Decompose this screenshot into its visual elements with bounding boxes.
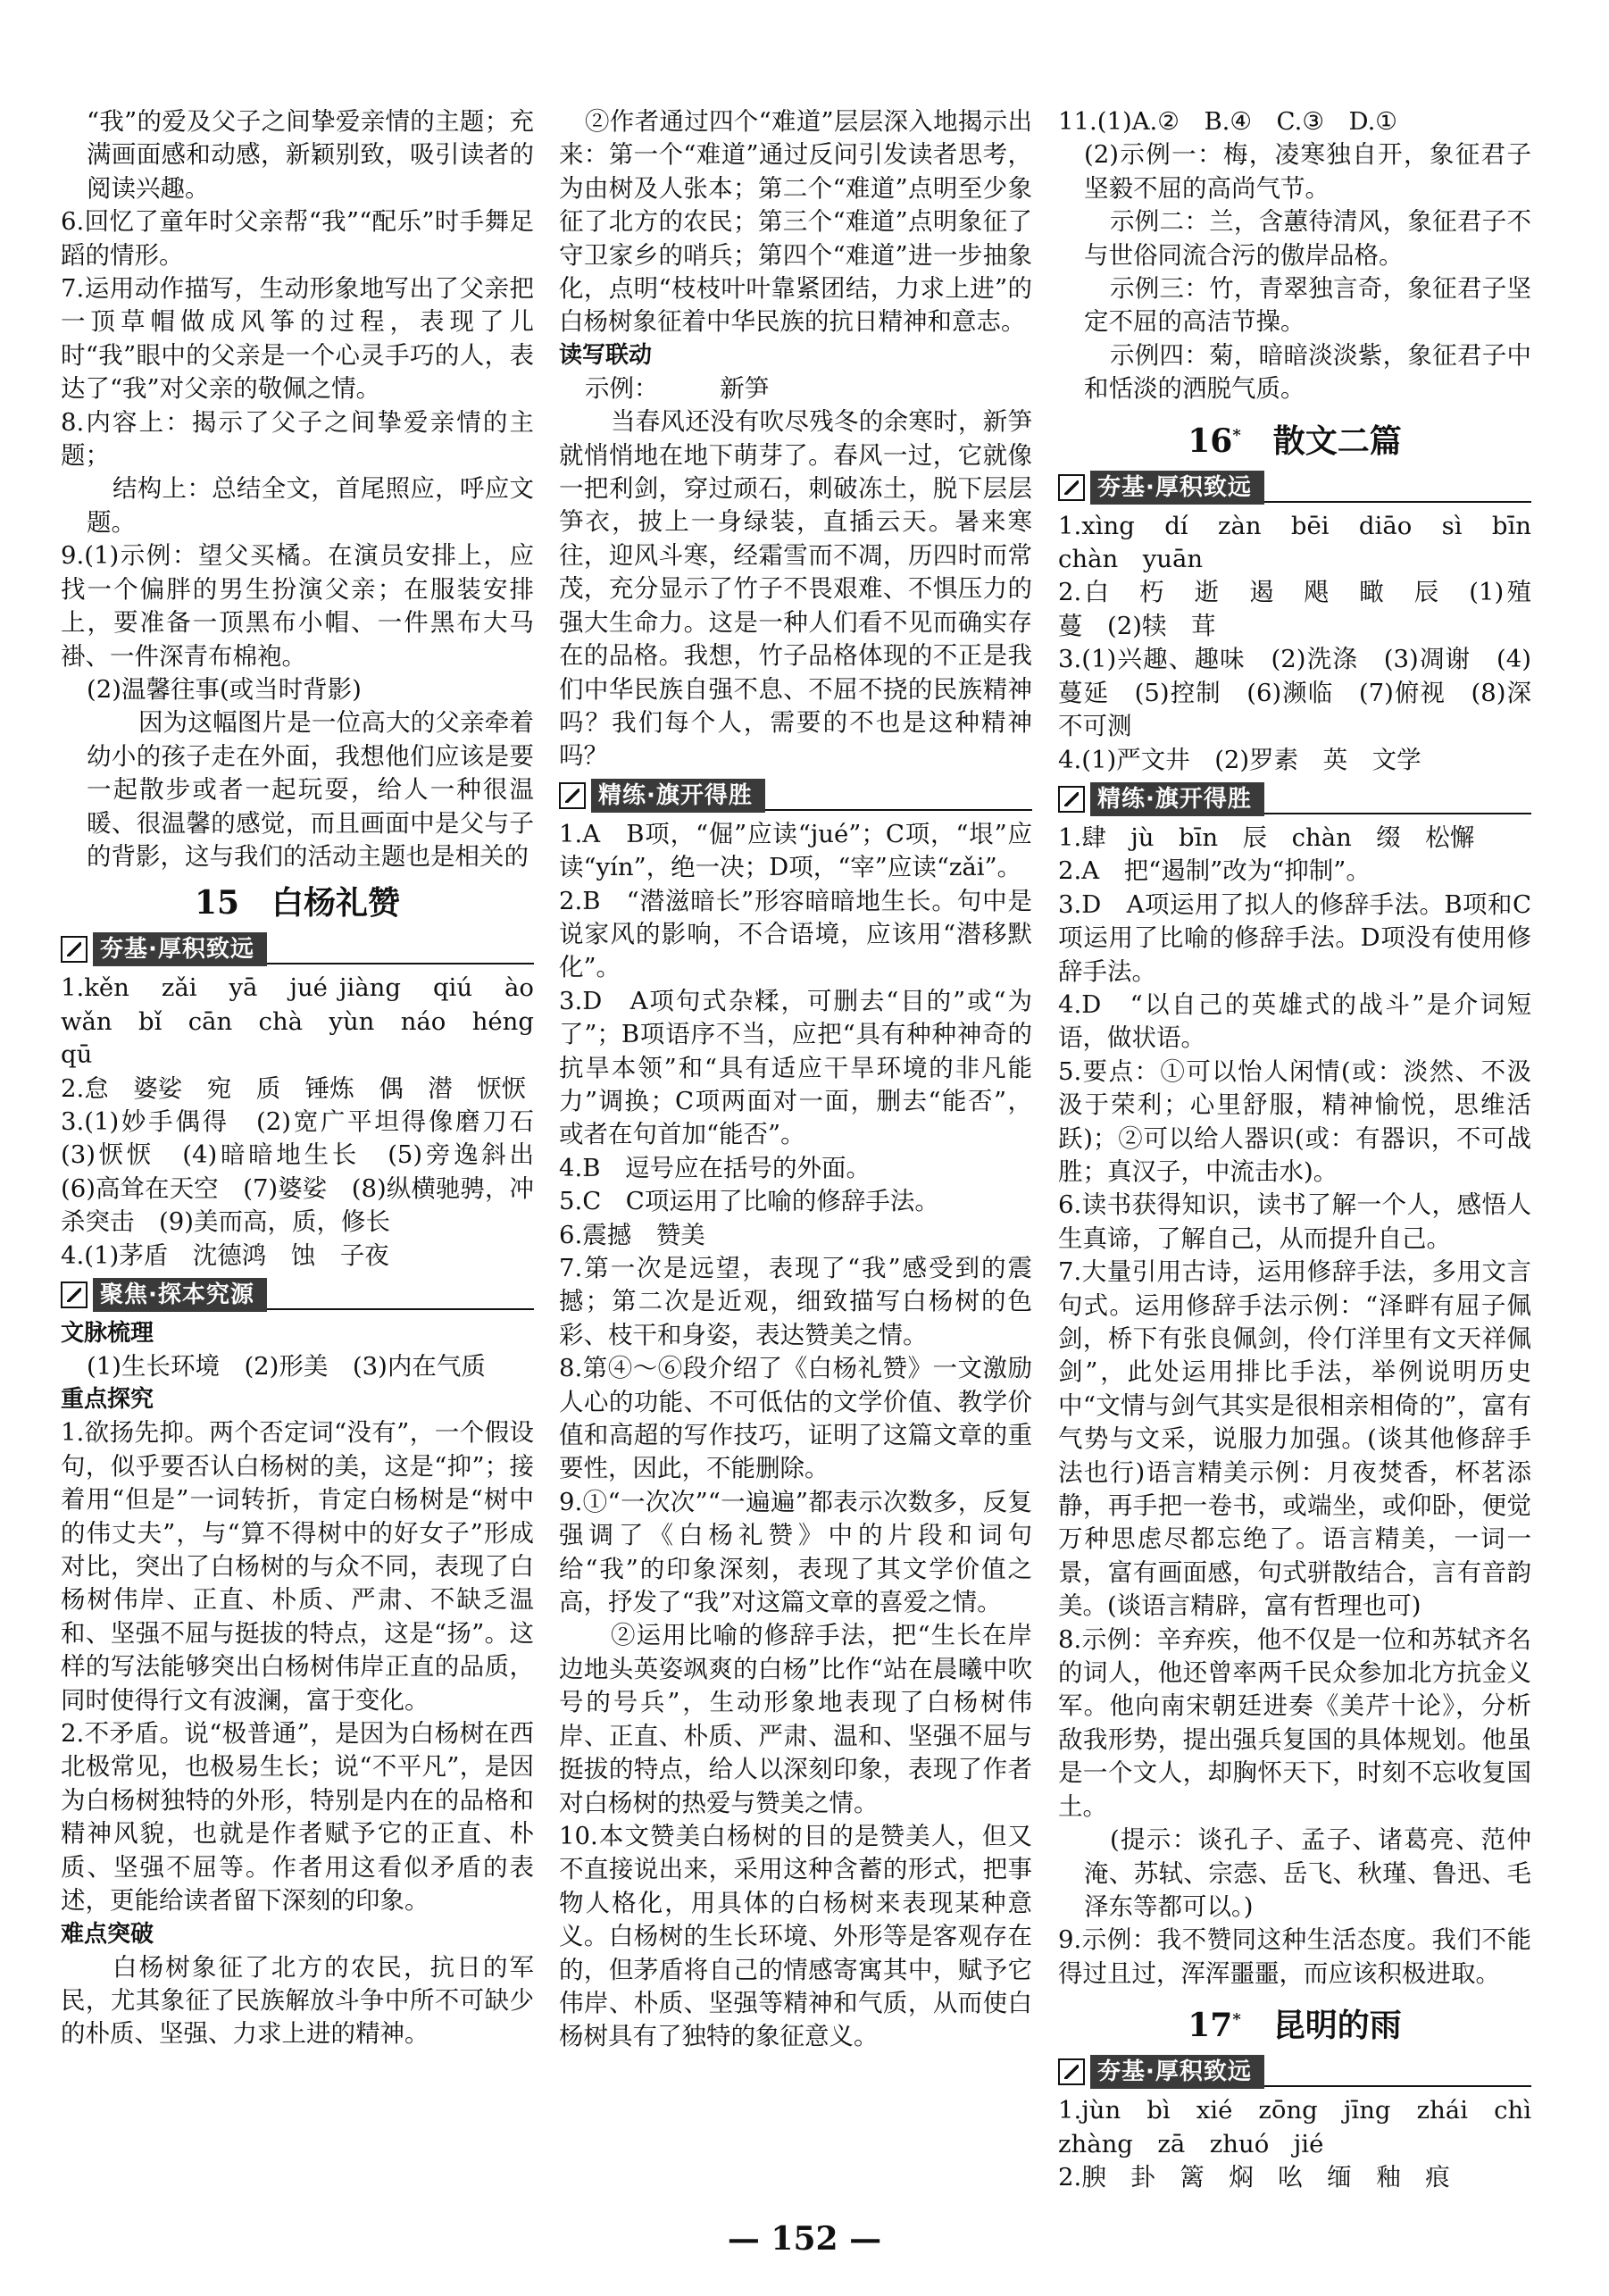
answer-item-8: 8.示例：辛弃疾，他不仅是一位和苏轼齐名的词人，他还曾率两千民众参加北方抗金义军。他向南宋朝廷进奏《美芹十论》，分析敌我形势，提出强兵复国的具体规划。他虽是一个文人，却胸怀天下，时刻不忘收复国土。 [1058, 1624, 1531, 1821]
banner-label: 精练·旗开得胜 [1090, 782, 1264, 816]
answer-item-3: 3.(1)妙手偶得 (2)宽广平坦得像磨刀石 (3)恹恹 (4)暗暗地生长 (5)旁逸斜出 (6)高耸在天空 (7)婆娑 (8)纵横驰骋，冲杀突击 (9)美而高，质，修长 [61, 1106, 559, 1237]
answer-text: (2)温馨往事(或当时背影) [87, 674, 362, 704]
banner-label: 夯基·厚积致远 [1090, 471, 1264, 505]
answer-text: 结构上：总结全文，首尾照应，呼应文题。 [87, 474, 534, 537]
answer-item-7: 7.第一次是远望，表现了“我”感受到的震撼；第二次是近观，细致描写白杨树的色彩、枝干和身姿，表达赞美之情。 [559, 1254, 1032, 1349]
answer-item-2: 2.B “潜滋暗长”形容暗暗地生长。句中是说家风的影响，不合语境，应该用“潜移默化”。 [559, 886, 1032, 982]
page-number: — 152 — [727, 2220, 882, 2258]
column-left [61, 105, 559, 2051]
answer-item-3: 3.D A项句式杂糅，可删去“目的”或“为了”；B项语序不当，应把“具有种种神奇的抗旱本领”和“具有适应干旱环境的非凡能力”调换；C项两面对一面，删去“能否”，或者在句首加“能否”。 [559, 986, 1032, 1149]
answer-item-5: 5.要点：①可以怡人闲情(或：淡然、不汲汲于荣利；心里舒服，精神愉悦，思维活跃)；②可以给人器识(或：有器识，不可战胜；真汉子，中流击水)。 [1058, 1056, 1531, 1186]
answer-item-2: 2.白 朽 逝 遏 飓 瞰 辰 (1)殖 蔓 (2)犊 茸 [1058, 578, 1556, 640]
answer-item-6: 6.读书获得知识，读书了解一个人，感悟人生真谛，了解自己，从而提升自己。 [1058, 1190, 1531, 1253]
answer-text: 示例： 新笋 [585, 373, 770, 403]
answer-text: “我”的爱及父子之间挚爱亲情的主题；充满画面感和动感，新颖别致，吸引读者的阅读兴趣。 [87, 107, 534, 203]
answer-item-7: 7.运用动作描写，生动形象地写出了父亲把一顶草帽做成风筝的过程，表现了儿时“我”眼中的父亲是一个心灵手巧的人，表达了“我”对父亲的敬佩之情。 [61, 274, 534, 404]
section-title-16: 16* 散文二篇 [1188, 422, 1402, 460]
answer-item-6: 6.震撼 赞美 [559, 1220, 705, 1249]
answer-item-1: 1.肆 jù bīn 辰 chàn 缀 松懈 [1058, 822, 1475, 852]
answer-item-3: 3.(1)兴趣、趣味 (2)洗涤 (3)凋谢 (4)蔓延 (5)控制 (6)濒临 (7)俯视 (8)深不可测 [1058, 645, 1531, 741]
divider [267, 963, 534, 964]
answer-item-8: 8.第④～⑥段介绍了《白杨礼赞》一文激励人心的功能、不可低估的文学价值、教学价值和高超的写作技巧，证明了这篇文章的重要性，因此，不能删除。 [559, 1354, 1032, 1483]
answer-item-1: 1.xìng dí zàn bēi diāo sì bīn chàn yuān [1058, 511, 1556, 574]
section-banner [1058, 469, 1531, 506]
answer-item-8: 8.内容上：揭示了父子之间挚爱亲情的主题； [61, 407, 534, 471]
answer-item-1: 1.jùn bì xié zōng jīng zhái chì zhàng zā zhuó jié [1058, 2096, 1556, 2158]
divider [765, 809, 1032, 811]
section-banner [1058, 781, 1531, 818]
answer-item-5: 5.C C项运用了比喻的修辞手法。 [559, 1187, 939, 1216]
arrow-icon [61, 936, 88, 963]
answer-item-9: 9.示例：我不赞同这种生活态度。我们不能得过且过，浑浑噩噩，而应该积极进取。 [1058, 1925, 1531, 1988]
section-banner [61, 931, 534, 968]
answer-item-2: 2.不矛盾。说“极普通”，是因为白杨树在西北极常见，也极易生长；说“不平凡”，是因为白杨树独特的外形，特别是内在的品格和精神风貌，也就是作者赋予它的正直、朴质、坚强不屈等。作者用这看似矛盾的表述，更能给读者留下深刻的印象。 [61, 1719, 534, 1916]
subheading: 难点突破 [61, 1920, 154, 1948]
answer-item-6: 6.回忆了童年时父亲帮“我”“配乐”时手舞足蹈的情形。 [61, 207, 534, 270]
section-banner [1058, 2053, 1531, 2091]
answer-text: 示例四：菊，暗暗淡淡紫，象征君子中和恬淡的洒脱气质。 [1084, 340, 1531, 404]
answer-item-4: 4.(1)严文井 (2)罗素 英 文学 [1058, 745, 1421, 774]
section-banner [61, 1276, 534, 1314]
answer-text: (提示：谈孔子、孟子、诸葛亮、范仲淹、苏轼、宗悫、岳飞、秋瑾、鲁迅、毛泽东等都可以。) [1084, 1825, 1531, 1921]
answer-text: 示例三：竹，青翠独言奇，象征君子坚定不屈的高洁节操。 [1084, 274, 1531, 337]
column-middle [559, 105, 1032, 2054]
subheading: 重点探究 [61, 1386, 154, 1414]
banner-label: 精练·旗开得胜 [591, 779, 765, 813]
answer-item-9: 9.(1)示例：望父买橘。在演员安排上，应找一个偏胖的男生扮演父亲；在服装安排上，要准备一顶黑布小帽、一件黑布大马褂、一件深青布棉袍。 [61, 541, 534, 671]
answer-text: ②运用比喻的修辞手法，把“生长在岸边地头英姿飒爽的白杨”比作“站在晨曦中吹号的号兵”，生动形象地表现了白杨树伟岸、正直、朴质、严肃、温和、坚强不屈与挺拔的特点，给人以深刻印象，表现了作者对白杨树的热爱与赞美之情。 [559, 1621, 1032, 1817]
answer-item-4: 4.D “以自己的英雄式的战斗”是介词短语，做状语。 [1058, 989, 1531, 1053]
divider [267, 1308, 534, 1310]
answer-item-4: 4.B 逗号应在括号的外面。 [559, 1153, 871, 1182]
arrow-icon [1058, 786, 1085, 813]
answer-text: (1)生长环境 (2)形美 (3)内在气质 [87, 1352, 486, 1381]
answer-item-3: 3.D A项运用了拟人的修辞手法。B项和C项运用了比喻的修辞手法。D项没有使用修辞手法。 [1058, 889, 1531, 986]
answer-text: ②作者通过四个“难道”层层深入地揭示出来：第一个“难道”通过反问引发读者思考，为由树及人张本；第二个“难道”点明至少象征了北方的农民；第三个“难道”点明象征了守卫家乡的哨兵；第四个“难道”进一步抽象化，点明“枝枝叶叶靠紧团结，力求上进”的白杨树象征着中华民族的抗日精神和意志。 [559, 107, 1032, 337]
answer-item-7: 7.大量引用古诗，运用修辞手法，多用文言句式。运用修辞手法示例：“泽畔有屈子佩剑，桥下有张良佩剑，伶仃洋里有文天祥佩剑”，此处运用排比手法，举例说明历史中“文情与剑气其实是很相亲相倚的”，富有气势与文采，说服力加强。(谈其他修辞手法也行)语言精美示例：月夜焚香，杯茗添静，再手把一卷书，或端坐，或仰卧，便觉万种思虑尽都忘绝了。语言精美，一词一景，富有画面感，句式骈散结合，言有音韵美。(谈语言精辟，富有哲理也可) [1058, 1257, 1531, 1621]
banner-label: 夯基·厚积致远 [93, 932, 267, 966]
answer-text: 当春风还没有吹尽残冬的余寒时，新笋就悄悄地在地下萌芽了。春风一过，它就像一把利剑，穿过顽石，刺破冻土，脱下层层笋衣，披上一身绿装，直插云天。暑来寒往，迎风斗寒，经霜雪而不凋，历四时而常茂，充分显示了竹子不畏艰难、不惧压力的强大生命力。这是一种人们看不见而确实存在的品格。我想，竹子品格体现的不正是我们中华民族自强不息、不屈不挠的民族精神吗？我们每个人，需要的不也是这种精神吗？ [559, 407, 1032, 771]
answer-item-1: 1.kěn zǎi yā jué jiàng qiú ào wǎn bǐ cān chà yùn náo héng qū [61, 973, 559, 1070]
answer-item-11: 11.(1)A.② B.④ C.③ D.① [1058, 107, 1397, 136]
answer-item-10: 10.本文赞美白杨树的目的是赞美人，但又不直接说出来，采用这种含蓄的形式，把事物人格化，用具体的白杨树来表现某种意义。白杨树的生长环境、外形等是客观存在的，但茅盾将自己的情感寄寓其中，赋予它伟岸、朴质、坚强等精神和气质，从而使白杨树具有了独特的象征意义。 [559, 1821, 1032, 2051]
answer-item-1: 1.A B项，“倔”应读“jué”；C项，“垠”应读“yín”，绝一决；D项，“宰”应读“zǎi”。 [559, 819, 1032, 882]
arrow-icon [1058, 474, 1085, 501]
answer-item-2: 2.A 把“遏制”改为“抑制”。 [1058, 856, 1371, 886]
answer-text: 因为这幅图片是一位高大的父亲牵着幼小的孩子走在外面，我想他们应该是要一起散步或者一起玩耍，给人一种很温暖、很温馨的感觉，而且画面中是父与子的背影，这与我们的活动主题也是相关的 [87, 708, 534, 871]
divider [1264, 501, 1531, 503]
answer-text: 示例二：兰，含蕙待清风，象征君子不与世俗同流合污的傲岸品格。 [1084, 207, 1531, 270]
section-title-17: 17* 昆明的雨 [1188, 2007, 1402, 2045]
divider [1264, 2085, 1531, 2087]
divider [1264, 813, 1531, 814]
section-banner [559, 777, 1032, 814]
arrow-icon [1058, 2058, 1085, 2085]
section-title-15: 15 白杨礼赞 [194, 884, 401, 923]
answer-text: (2)示例一：梅，凌寒独自开，象征君子坚毅不屈的高尚气节。 [1084, 140, 1531, 203]
section-name: 昆明的雨 [1272, 2007, 1402, 2045]
banner-label: 聚焦·探本究源 [93, 1278, 267, 1312]
banner-label: 夯基·厚积致远 [1090, 2055, 1264, 2089]
arrow-icon [559, 782, 586, 809]
column-right [1058, 105, 1556, 2194]
answer-item-2: 2.腴 卦 篱 焖 吆 缅 釉 痕 [1058, 2162, 1450, 2192]
answer-text: 白杨树象征了北方的农民，抗日的军民，尤其象征了民族解放斗争中所不可缺少的朴质、坚强、力求上进的精神。 [61, 1952, 534, 2049]
section-number: 17 [1188, 2007, 1233, 2045]
arrow-icon [61, 1282, 88, 1308]
answer-item-2: 2.怠 婆娑 宛 质 锤炼 偶 潜 恹恹 [61, 1073, 527, 1103]
section-number: 16 [1188, 422, 1233, 460]
answer-item-1: 1.欲扬先抑。两个否定词“没有”，一个假设句，似乎要否认白杨树的美，这是“抑”；接着用“但是”一词转折，肯定白杨树是“树中的伟丈夫”，与“算不得树中的好女子”形成对比，突出了白杨树的与众不同，表现了白杨树伟岸、正直、朴质、严肃、不缺乏温和、坚强不屈与挺拔的特点，这是“扬”。这样的写法能够突出白杨树伟岸正直的品质，同时使得行文有波澜，富于变化。 [61, 1418, 534, 1715]
subheading: 文脉梳理 [61, 1320, 154, 1347]
answer-item-9: 9.①“一次次”“一遍遍”都表示次数多，反复强调了《白杨礼赞》中的片段和词句给“我”的印象深刻，表现了其文学价值之高，抒发了“我”对这篇文章的喜爱之情。 [559, 1487, 1032, 1617]
subheading: 读写联动 [559, 341, 653, 369]
section-name: 散文二篇 [1272, 422, 1402, 460]
answer-item-4: 4.(1)茅盾 沈德鸿 蚀 子夜 [61, 1240, 389, 1270]
